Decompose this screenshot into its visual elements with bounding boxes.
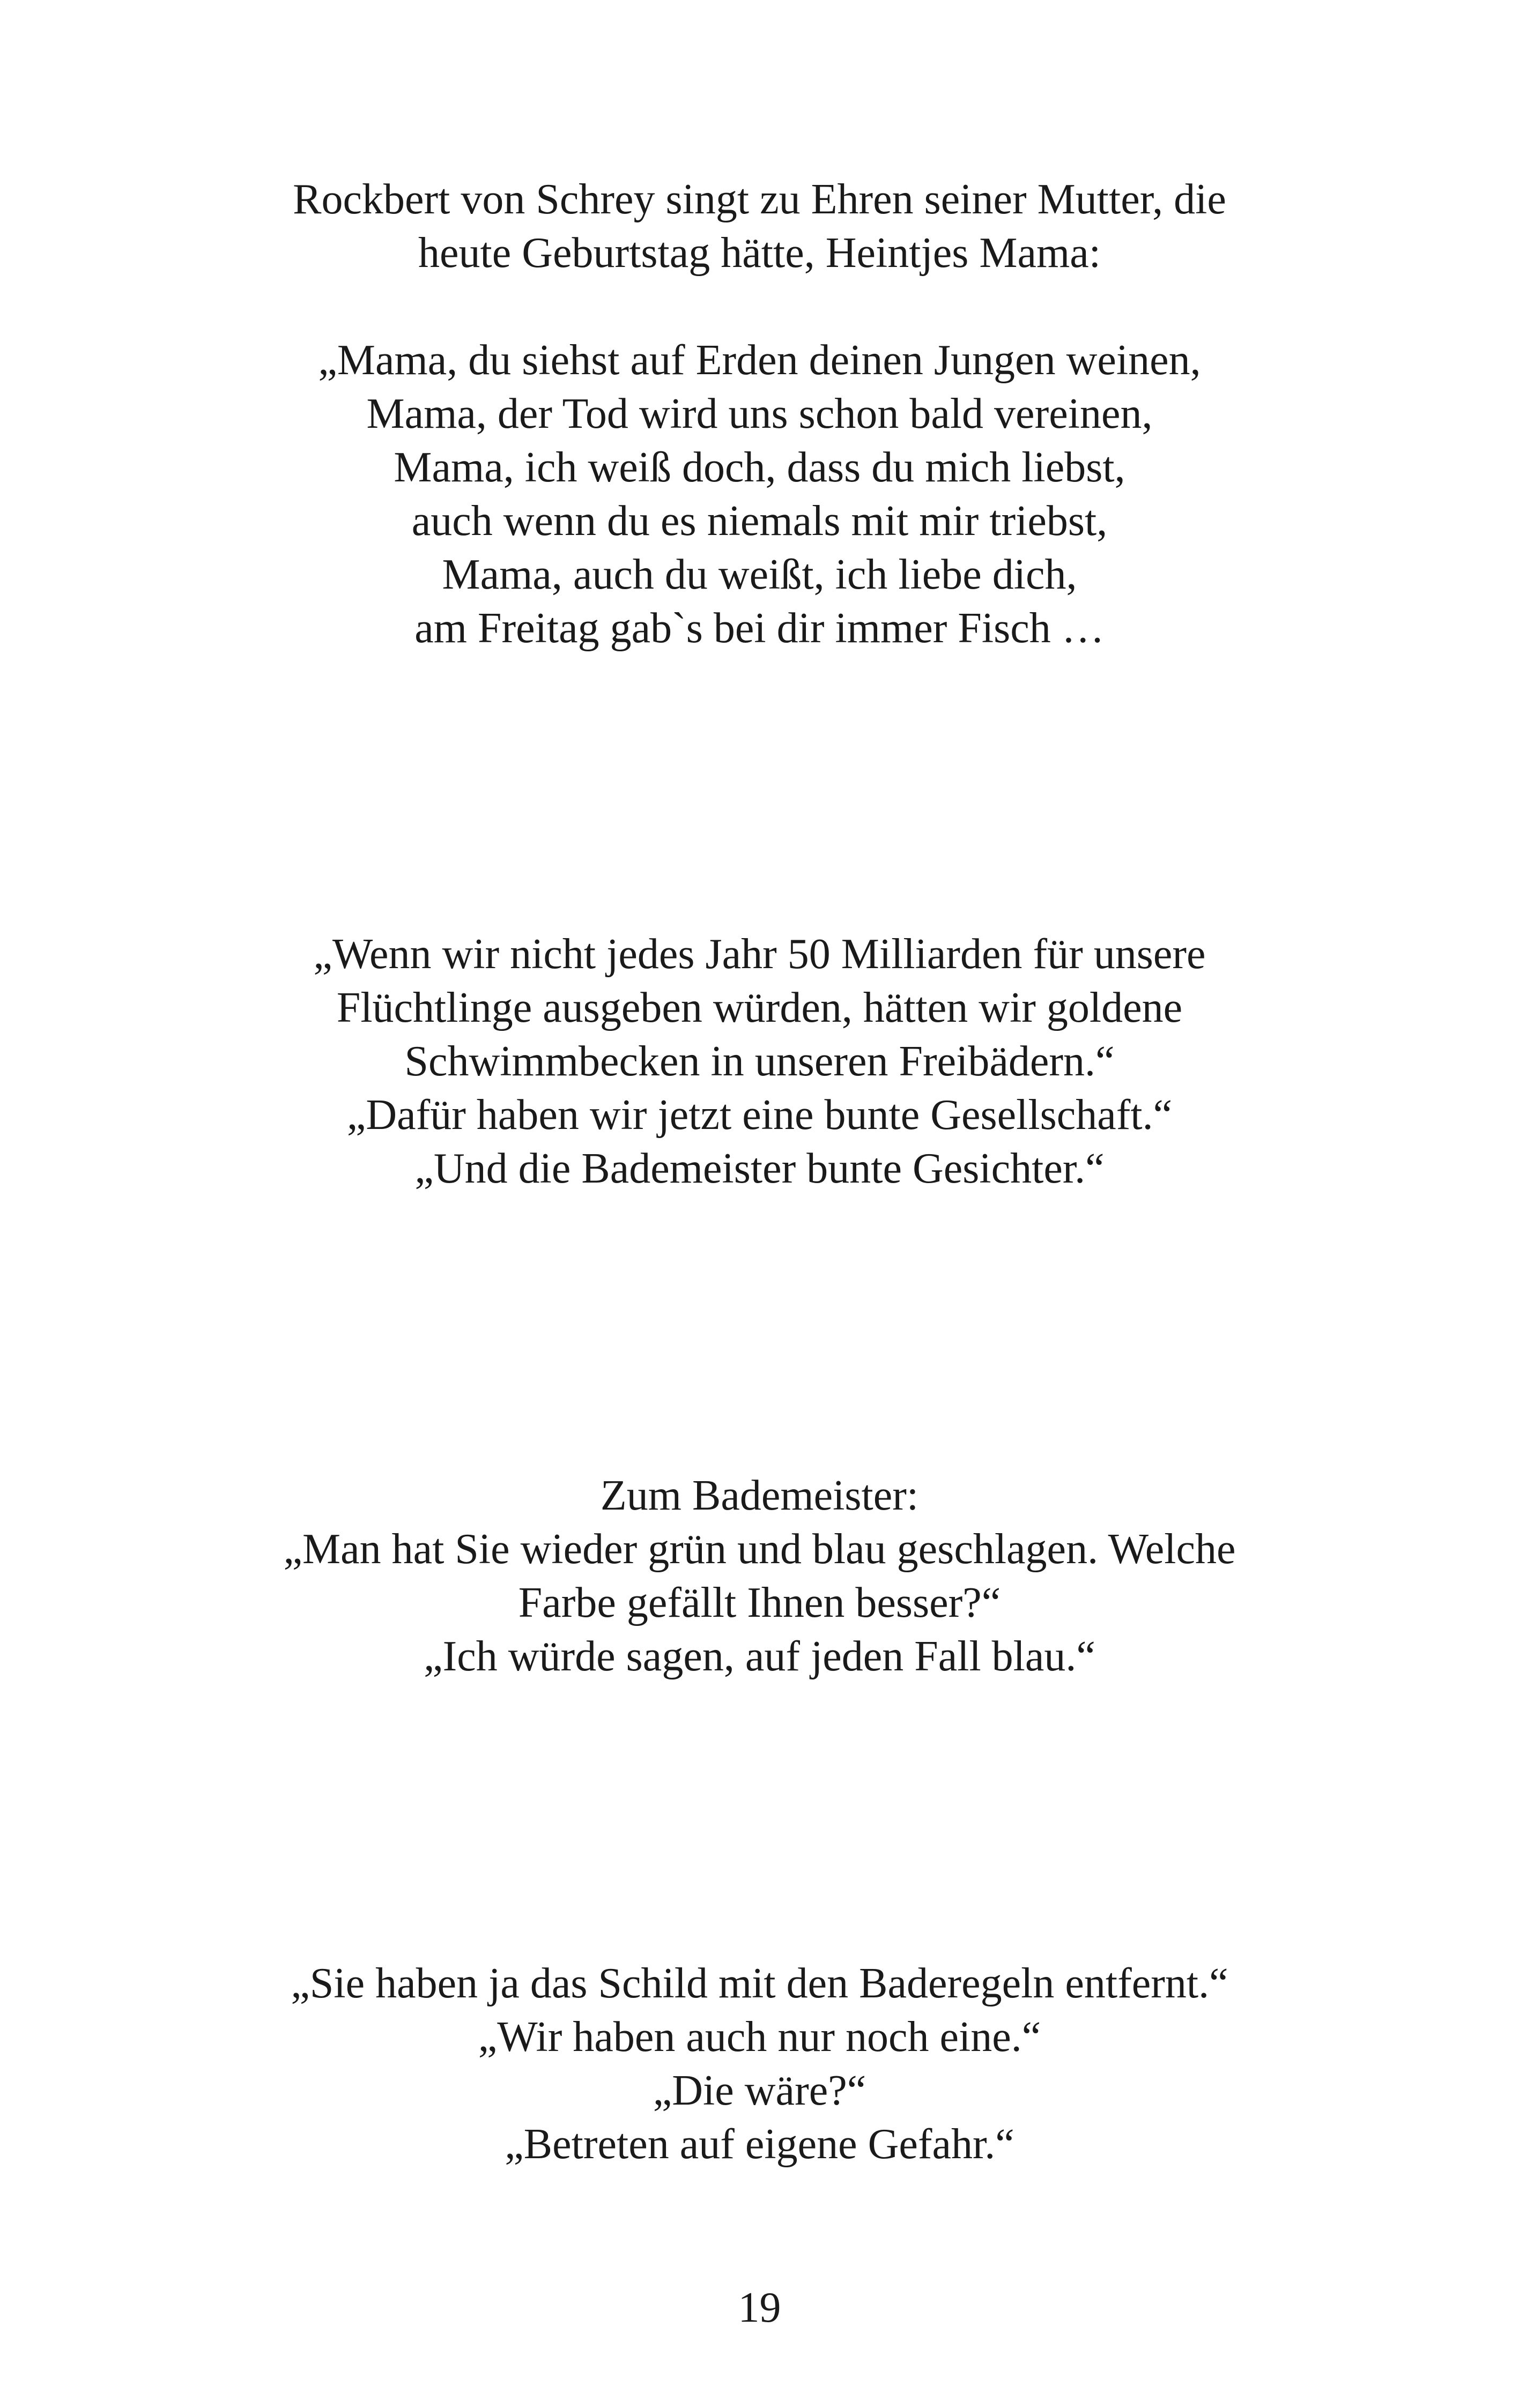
dialogue-line: „Und die Bademeister bunte Gesichter.“ bbox=[414, 1145, 1105, 1192]
dialogue-line: „Dafür haben wir jetzt eine bunte Gesellschaft.“ bbox=[346, 1091, 1173, 1139]
stanza-gap bbox=[0, 280, 1519, 333]
dialogue-line: Farbe gefällt Ihnen besser?“ bbox=[518, 1579, 1001, 1626]
dialogue-line: „Wir haben auch nur noch eine.“ bbox=[478, 2013, 1041, 2061]
dialogue-line: Zum Bademeister: bbox=[600, 1472, 919, 1519]
verse-line: Mama, auch du weißt, ich liebe dich, bbox=[442, 551, 1077, 598]
intro-line: Rockbert von Schrey singt zu Ehren seiner Mutter, die bbox=[293, 176, 1226, 223]
verse-line: „Mama, du siehst auf Erden deinen Jungen weinen, bbox=[318, 337, 1201, 384]
dialogue-line: „Ich würde sagen, auf jeden Fall blau.“ bbox=[424, 1633, 1095, 1680]
page-number: 19 bbox=[738, 2284, 781, 2331]
dialogue-line: Schwimmbecken in unseren Freibädern.“ bbox=[404, 1038, 1115, 1085]
dialogue-line: „Betreten auf eigene Gefahr.“ bbox=[505, 2121, 1014, 2168]
verse-line: Mama, der Tod wird uns schon bald vereinen, bbox=[366, 390, 1153, 437]
verse-line: am Freitag gab`s bei dir immer Fisch … bbox=[414, 605, 1105, 652]
intro-line: heute Geburtstag hätte, Heintjes Mama: bbox=[418, 229, 1101, 277]
joke-section-baderegeln bbox=[0, 1957, 1519, 2171]
poem-section bbox=[0, 173, 1519, 655]
joke-section-bademeister bbox=[0, 1469, 1519, 1683]
joke-section-fluechtlinge bbox=[0, 927, 1519, 1195]
verse-line: auch wenn du es niemals mit mir triebst, bbox=[411, 497, 1108, 545]
dialogue-line: „Sie haben ja das Schild mit den Baderegeln entfernt.“ bbox=[291, 1960, 1228, 2007]
dialogue-line: „Die wäre?“ bbox=[653, 2067, 866, 2114]
verse-line: Mama, ich weiß doch, dass du mich liebst, bbox=[394, 444, 1125, 491]
dialogue-line: „Wenn wir nicht jedes Jahr 50 Milliarden für unsere bbox=[313, 931, 1206, 978]
dialogue-line: Flüchtlinge ausgeben würden, hätten wir goldene bbox=[336, 984, 1183, 1031]
dialogue-line: „Man hat Sie wieder grün und blau geschlagen. Welche bbox=[283, 1526, 1236, 1573]
